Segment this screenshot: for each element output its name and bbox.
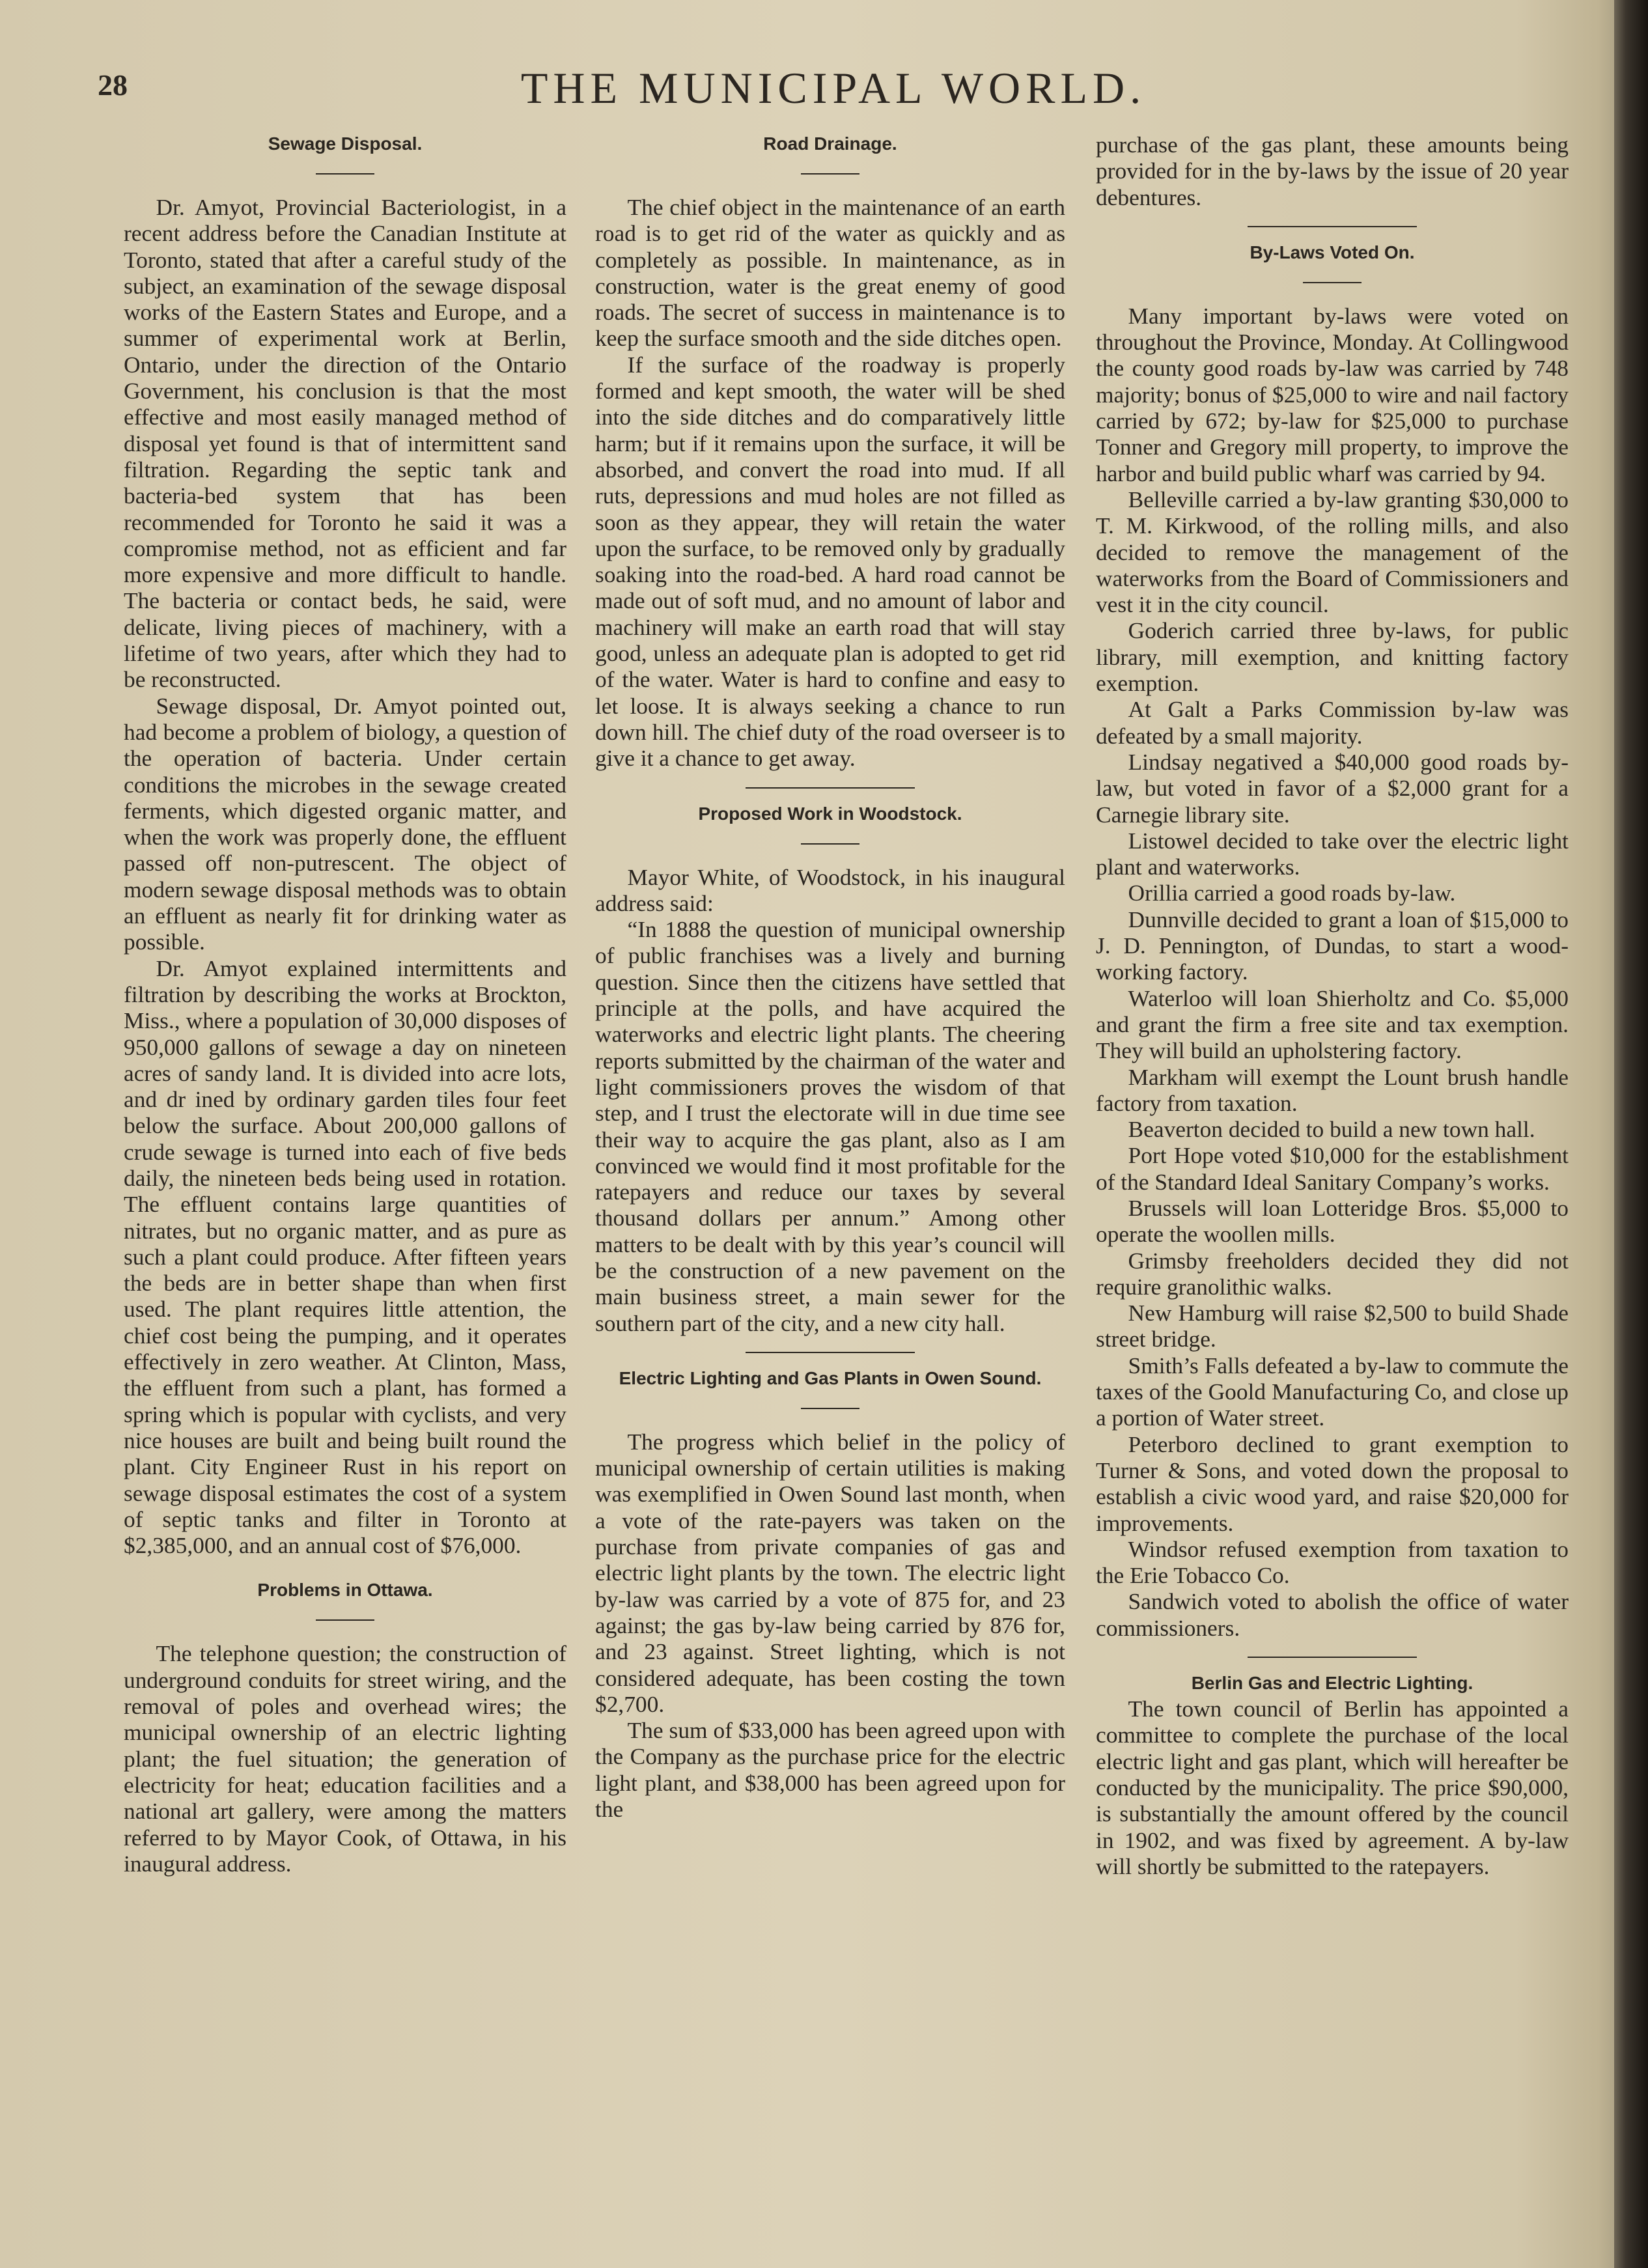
paragraph: purchase of the gas plant, these amounts being provided for in the by-laws by the issue of 20 year debentures. [1096, 132, 1569, 210]
section-divider [1248, 226, 1417, 227]
article-title: Road Drainage. [763, 133, 897, 154]
title-rule [801, 1408, 859, 1409]
article-road-drainage [595, 132, 1065, 772]
paragraph: Belleville carried a by-law granting $30,000 to T. M. Kirkwood, of the rolling mills, and also decided to remove the management of the waterworks from the Board of Commissioners and vest it in the city council. [1096, 486, 1569, 618]
paragraph: The telephone question; the construction of underground conduits for street wiring, and the removal of poles and overhead wires; the municipal ownership of an electric lighting plant; the fuel situation; the generation of electricity for heat; education facilities and a national art gallery, were among the matters referred to by Mayor Cook, of Ottawa, in his inaugural address. [124, 1640, 566, 1877]
masthead-title: THE MUNICIPAL WORLD. [520, 63, 1147, 113]
paragraph: Dunnville decided to grant a loan of $15,000 to J. D. Pennington, of Dundas, to start a wood-working factory. [1096, 906, 1569, 985]
page-edge-shadow [1614, 0, 1648, 2268]
title-rule [316, 173, 374, 175]
page-number: 28 [98, 68, 128, 102]
article-title: Berlin Gas and Electric Lighting. [1191, 1673, 1473, 1694]
paragraph: Port Hope voted $10,000 for the establishment of the Standard Ideal Sanitary Company’s works. [1096, 1142, 1569, 1195]
paragraph: Grimsby freeholders decided they did not require granolithic walks. [1096, 1247, 1569, 1300]
page-header [98, 63, 1569, 121]
paragraph: Sandwich voted to abolish the office of water commissioners. [1096, 1588, 1569, 1641]
article-continued [1096, 132, 1569, 210]
article-title: Electric Lighting and Gas Plants in Owen Sound. [619, 1367, 1042, 1388]
article-proposed-work-woodstock [595, 802, 1065, 1336]
column-2 [595, 132, 1065, 2228]
paragraph: Lindsay negatived a $40,000 good roads by-law, but voted in favor of a $2,000 grant for a Carnegie library site. [1096, 748, 1569, 828]
paragraph: The town council of Berlin has appointed a committee to complete the purchase of the local electric light and gas plant, which will hereafter be conducted by the municipality. The price $90,000, is substantially the amount offered by the council in 1902, and was fixed by agreement. A by-law will shortly be submitted to the ratepayers. [1096, 1696, 1569, 1879]
paragraph: Sewage disposal, Dr. Amyot pointed out, had become a problem of biology, a question of the operation of bacteria. Under certain conditions the microbes in the sewage created ferments, which digested organic matter, and when the work was properly done, the effluent passed off non-putrescent. The object of modern sewage disposal methods was to obtain an effluent as nearly fit for drinking water as possible. [124, 692, 566, 955]
paragraph: Listowel decided to take over the electric light plant and waterworks. [1096, 827, 1569, 880]
section-divider [1248, 1657, 1417, 1658]
paragraph: Waterloo will loan Shierholtz and Co. $5,000 and grant the firm a free site and tax exemption. They will build an upholstering factory. [1096, 985, 1569, 1064]
article-owen-sound [595, 1366, 1065, 1822]
paragraph: Markham will exempt the Lount brush handle factory from taxation. [1096, 1063, 1569, 1116]
column-3 [1096, 132, 1569, 2228]
article-title: Sewage Disposal. [268, 133, 423, 154]
paragraph: “In 1888 the question of municipal ownership of public franchises was a lively and burning question. Since then the citizens have settled that principle at the polls, and have acquired the waterworks and electric light plants. The cheering reports submitted by the chairman of the water and light commissioners proves the wisdom of that step, and I trust the electorate will in due time see their way to acquire the gas plant, also as I am convinced we would find it most profitable for the ratepayers and reduce our taxes by several thousand dollars per annum.” Among other matters to be dealt with by this year’s council will be the construction of a new pavement on the main business street, a main sewer for the southern part of the city, and a new city hall. [595, 916, 1065, 1336]
paragraph: Smith’s Falls defeated a by-law to commute the taxes of the Goold Manufacturing Co, and close up a portion of Water street. [1096, 1352, 1569, 1431]
paragraph: At Galt a Parks Commission by-law was defeated by a small majority. [1096, 696, 1569, 749]
section-divider [746, 1352, 915, 1353]
paragraph: Goderich carried three by-laws, for public library, mill exemption, and knitting factory exemption. [1096, 617, 1569, 697]
paragraph: The sum of $33,000 has been agreed upon with the Company as the purchase price for the electric light plant, and $38,000 has been agreed upon for the [595, 1717, 1065, 1823]
article-berlin-gas-electric [1096, 1671, 1569, 1879]
article-bylaws-voted-on [1096, 240, 1569, 1641]
paragraph: Brussels will loan Lotteridge Bros. $5,000 to operate the woollen mills. [1096, 1194, 1569, 1248]
paragraph: Dr. Amyot, Provincial Bacteriologist, in a recent address before the Canadian Institute at Toronto, stated that after a careful study of the subject, an examination of the sewage disposal works of the Eastern States and Europe, and a summer of experimental work at Berlin, Ontario, under the direction of the Ontario Government, his conclusion is that the most effective and most easily managed method of disposal yet found is that of intermittent sand filtration. Regarding the septic tank and bacteria-bed system that has been recommended for Toronto he said it was a compromise method, not as efficient and far more expensive and more difficult to handle. The bacteria or contact beds, he said, were delicate, living pieces of machinery, with a lifetime of two years, after which they had to be reconstructed. [124, 194, 566, 693]
paragraph: The chief object in the maintenance of an earth road is to get rid of the water as quickly and as completely as possible. In maintenance, as in construction, water is the great enemy of good roads. The secret of success in maintenance is to keep the surface smooth and the side ditches open. [595, 194, 1065, 352]
article-title: Proposed Work in Woodstock. [698, 803, 962, 824]
article-sewage-disposal [124, 132, 566, 1558]
paragraph: Mayor White, of Woodstock, in his inaugural address said: [595, 863, 1065, 916]
paragraph: New Hamburg will raise $2,500 to build Shade street bridge. [1096, 1300, 1569, 1352]
section-divider [746, 787, 915, 789]
paragraph: Orillia carried a good roads by-law. [1128, 880, 1456, 906]
article-problems-in-ottawa [124, 1578, 566, 1877]
column-1 [124, 132, 566, 2228]
title-rule [316, 1619, 374, 1621]
paragraph: If the surface of the roadway is properly formed and kept smooth, the water will be shed into the side ditches and do comparatively little harm; but if it remains upon the surface, it will be absorbed, and convert the road into mud. If all ruts, depressions and mud holes are not filled as soon as they appear, they will retain the water upon the surface, to be removed only by gradually soaking into the road-bed. A hard road cannot be made out of soft mud, and no amount of labor and machinery will make an earth road that will stay good, unless an adequate plan is adopted to get rid of the water. Water is hard to confine and easy to let loose. It is always seeking a chance to run down hill. The chief duty of the road overseer is to give it a chance to get away. [595, 351, 1065, 772]
article-title: Problems in Ottawa. [257, 1580, 433, 1601]
paragraph: Dr. Amyot explained intermittents and filtration by describing the works at Brockton, Miss., where a population of 30,000 disposes of 950,000 gallons of sewage a day on nineteen acres of sandy land. It is divided into acre lots, and dr ined by ordinary garden tiles four feet below the surface. About 200,000 gallons of crude sewage is turned into each of five beds daily, the nineteen beds being used in rotation. The effluent contains large quantities of nitrates, but no organic matter, and as pure as such a plant could produce. After fifteen years the beds are in better shape than when first used. The plant requires little attention, the chief cost being the pumping, and it operates effectively in zero weather. At Clinton, Mass, the effluent from such a plant, has formed a spring which is popular with cyclists, and very nice houses are built and being built round the plant. City Engineer Rust in his report on sewage disposal estimates the cost of a system of septic tanks and filter in Toronto at $2,385,000, and an annual cost of $76,000. [124, 955, 566, 1559]
paragraph: Many important by-laws were voted on throughout the Province, Monday. At Collingwood the county good roads by-law was carried by 748 majority; bonus of $25,000 to wire and nail factory carried by 672; by-law for $25,000 to purchase Tonner and Gregory mill property, to improve the harbor and build public wharf was carried by 94. [1096, 302, 1569, 486]
paragraph: The progress which belief in the policy of municipal ownership of certain utilities is making was exemplified in Owen Sound last month, when a vote of the rate-payers was taken on the purchase from private companies of gas and electric light plants by the town. The electric light by-law was carried by a vote of 875 for, and 23 against; the gas by-law being carried by 876 for, and 23 against. Street lighting, which is not considered adequate, has been costing the town $2,700. [595, 1428, 1065, 1717]
title-rule [801, 843, 859, 845]
paragraph: Windsor refused exemption from taxation to the Erie Tobacco Co. [1096, 1535, 1569, 1589]
title-rule [801, 173, 859, 175]
article-title: By-Laws Voted On. [1250, 242, 1415, 262]
paragraph: Beaverton decided to build a new town hall. [1128, 1116, 1535, 1143]
title-rule [1303, 282, 1362, 283]
paragraph: Peterboro declined to grant exemption to Turner & Sons, and voted down the proposal to establish a civic wood yard, and raise $20,000 for improvements. [1096, 1431, 1569, 1536]
